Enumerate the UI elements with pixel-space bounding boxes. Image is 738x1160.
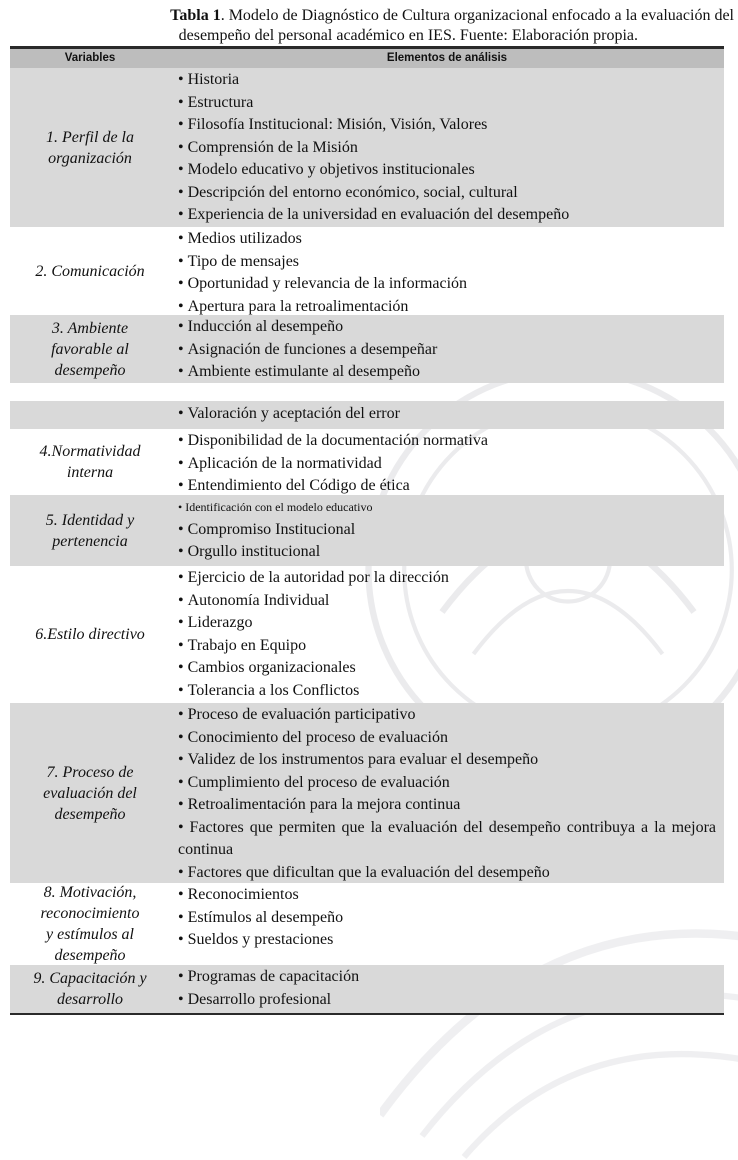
variable-label: 5. Identidad y bbox=[46, 510, 134, 531]
list-item: • Factores que dificultan que la evaluación del desempeño bbox=[178, 862, 724, 885]
table-row bbox=[10, 883, 724, 965]
list-item: • Estructura bbox=[178, 92, 724, 115]
list-item: • Autonomía Individual bbox=[178, 590, 724, 613]
variable-label: 1. Perfil de la bbox=[46, 127, 134, 148]
table-row bbox=[10, 227, 724, 315]
elements-cell bbox=[178, 496, 724, 564]
variable-cell bbox=[10, 495, 170, 566]
variable-label: 6.Estilo directivo bbox=[35, 624, 145, 645]
list-item: • Inducción al desempeño bbox=[178, 316, 724, 339]
list-item: • Factores que permiten que la evaluación del desempeño contribuya a la mejora continua bbox=[178, 817, 724, 862]
list-item: • Retroalimentación para la mejora continua bbox=[178, 794, 724, 817]
elements-cell bbox=[178, 316, 724, 384]
list-item: • Proceso de evaluación participativo bbox=[178, 704, 724, 727]
table-caption bbox=[78, 6, 734, 46]
variable-label: desempeño bbox=[43, 804, 137, 825]
list-item: • Estímulos al desempeño bbox=[178, 907, 724, 930]
variable-label: reconocimiento bbox=[41, 903, 140, 924]
table-row bbox=[10, 315, 724, 383]
variable-label: 9. Capacitación y bbox=[33, 968, 146, 989]
elements-cell bbox=[178, 704, 724, 884]
list-item: • Compromiso Institucional bbox=[178, 519, 724, 542]
header-elements: Elementos de análisis bbox=[170, 49, 724, 68]
table-row bbox=[10, 429, 724, 495]
variable-cell bbox=[10, 429, 170, 495]
list-item: • Desarrollo profesional bbox=[178, 989, 724, 1012]
list-item: • Apertura para la retroalimentación bbox=[178, 296, 724, 319]
variable-cell bbox=[10, 315, 170, 383]
list-item: • Liderazgo bbox=[178, 612, 724, 635]
table-row bbox=[10, 401, 724, 429]
variable-cell bbox=[10, 68, 170, 227]
list-item: • Entendimiento del Código de ética bbox=[178, 475, 724, 498]
list-item: • Tolerancia a los Conflictos bbox=[178, 680, 724, 703]
variable-cell bbox=[10, 703, 170, 883]
list-item: • Trabajo en Equipo bbox=[178, 635, 724, 658]
elements-cell bbox=[178, 966, 724, 1011]
caption-text-line1: . Modelo de Diagnóstico de Cultura organizacional enfocado a la evaluación del bbox=[221, 7, 734, 24]
table-header bbox=[10, 49, 724, 68]
variable-label: organización bbox=[46, 148, 134, 169]
list-item: • Orgullo institucional bbox=[178, 541, 724, 564]
variable-label: 4.Normatividad bbox=[40, 441, 141, 462]
list-item: • Reconocimientos bbox=[178, 884, 724, 907]
list-item: • Aplicación de la normatividad bbox=[178, 453, 724, 476]
list-item: • Modelo educativo y objetivos institucionales bbox=[178, 159, 724, 182]
variable-cell bbox=[10, 227, 170, 315]
variable-label: interna bbox=[40, 462, 141, 483]
caption-text-line2: desempeño del personal académico en IES. Fuente: Elaboración propia. bbox=[78, 26, 734, 46]
list-item: • Validez de los instrumentos para evaluar el desempeño bbox=[178, 749, 724, 772]
list-item: • Cumplimiento del proceso de evaluación bbox=[178, 772, 724, 795]
list-item: • Asignación de funciones a desempeñar bbox=[178, 339, 724, 362]
caption-label: Tabla 1 bbox=[170, 7, 221, 24]
table-row bbox=[10, 495, 724, 566]
variable-cell bbox=[10, 566, 170, 703]
variable-label: y estímulos al bbox=[41, 924, 140, 945]
elements-cell bbox=[178, 228, 724, 318]
elements-cell bbox=[178, 69, 724, 227]
list-item: • Valoración y aceptación del error bbox=[178, 403, 724, 426]
list-item: • Identificación con el modelo educativo bbox=[178, 496, 724, 519]
list-item: • Experiencia de la universidad en evaluación del desempeño bbox=[178, 204, 724, 227]
variable-label: desempeño bbox=[51, 360, 129, 381]
table-row bbox=[10, 566, 724, 703]
list-item: • Programas de capacitación bbox=[178, 966, 724, 989]
elements-cell bbox=[178, 403, 724, 426]
variable-label: 2. Comunicación bbox=[35, 261, 144, 282]
list-item: • Medios utilizados bbox=[178, 228, 724, 251]
variable-label: pertenencia bbox=[46, 531, 134, 552]
variable-label: favorable al bbox=[51, 339, 129, 360]
elements-cell bbox=[178, 430, 724, 498]
variable-label: 3. Ambiente bbox=[51, 318, 129, 339]
list-item: • Historia bbox=[178, 69, 724, 92]
variable-label: desempeño bbox=[41, 945, 140, 966]
variable-label: evaluación del bbox=[43, 783, 137, 804]
table-row bbox=[10, 965, 724, 1013]
variable-label: 8. Motivación, bbox=[41, 882, 140, 903]
elements-cell bbox=[178, 567, 724, 702]
list-item: • Ambiente estimulante al desempeño bbox=[178, 361, 724, 384]
variable-cell bbox=[10, 883, 170, 965]
table-row bbox=[10, 703, 724, 883]
list-item: • Descripción del entorno económico, social, cultural bbox=[178, 182, 724, 205]
list-item: • Ejercicio de la autoridad por la dirección bbox=[178, 567, 724, 590]
list-item: • Disponibilidad de la documentación normativa bbox=[178, 430, 724, 453]
list-item: • Filosofía Institucional: Misión, Visión, Valores bbox=[178, 114, 724, 137]
list-item: • Cambios organizacionales bbox=[178, 657, 724, 680]
list-item: • Tipo de mensajes bbox=[178, 251, 724, 274]
list-item: • Oportunidad y relevancia de la información bbox=[178, 273, 724, 296]
elements-cell bbox=[178, 884, 724, 952]
variable-cell bbox=[10, 401, 170, 429]
header-variables: Variables bbox=[10, 49, 170, 68]
list-item: • Conocimiento del proceso de evaluación bbox=[178, 727, 724, 750]
variable-label: desarrollo bbox=[33, 989, 146, 1010]
table-row bbox=[10, 68, 724, 227]
list-item: • Sueldos y prestaciones bbox=[178, 929, 724, 952]
variable-cell bbox=[10, 965, 170, 1013]
table-bottom-rule bbox=[10, 1013, 724, 1015]
variable-label: 7. Proceso de bbox=[43, 762, 137, 783]
list-item: • Comprensión de la Misión bbox=[178, 137, 724, 160]
